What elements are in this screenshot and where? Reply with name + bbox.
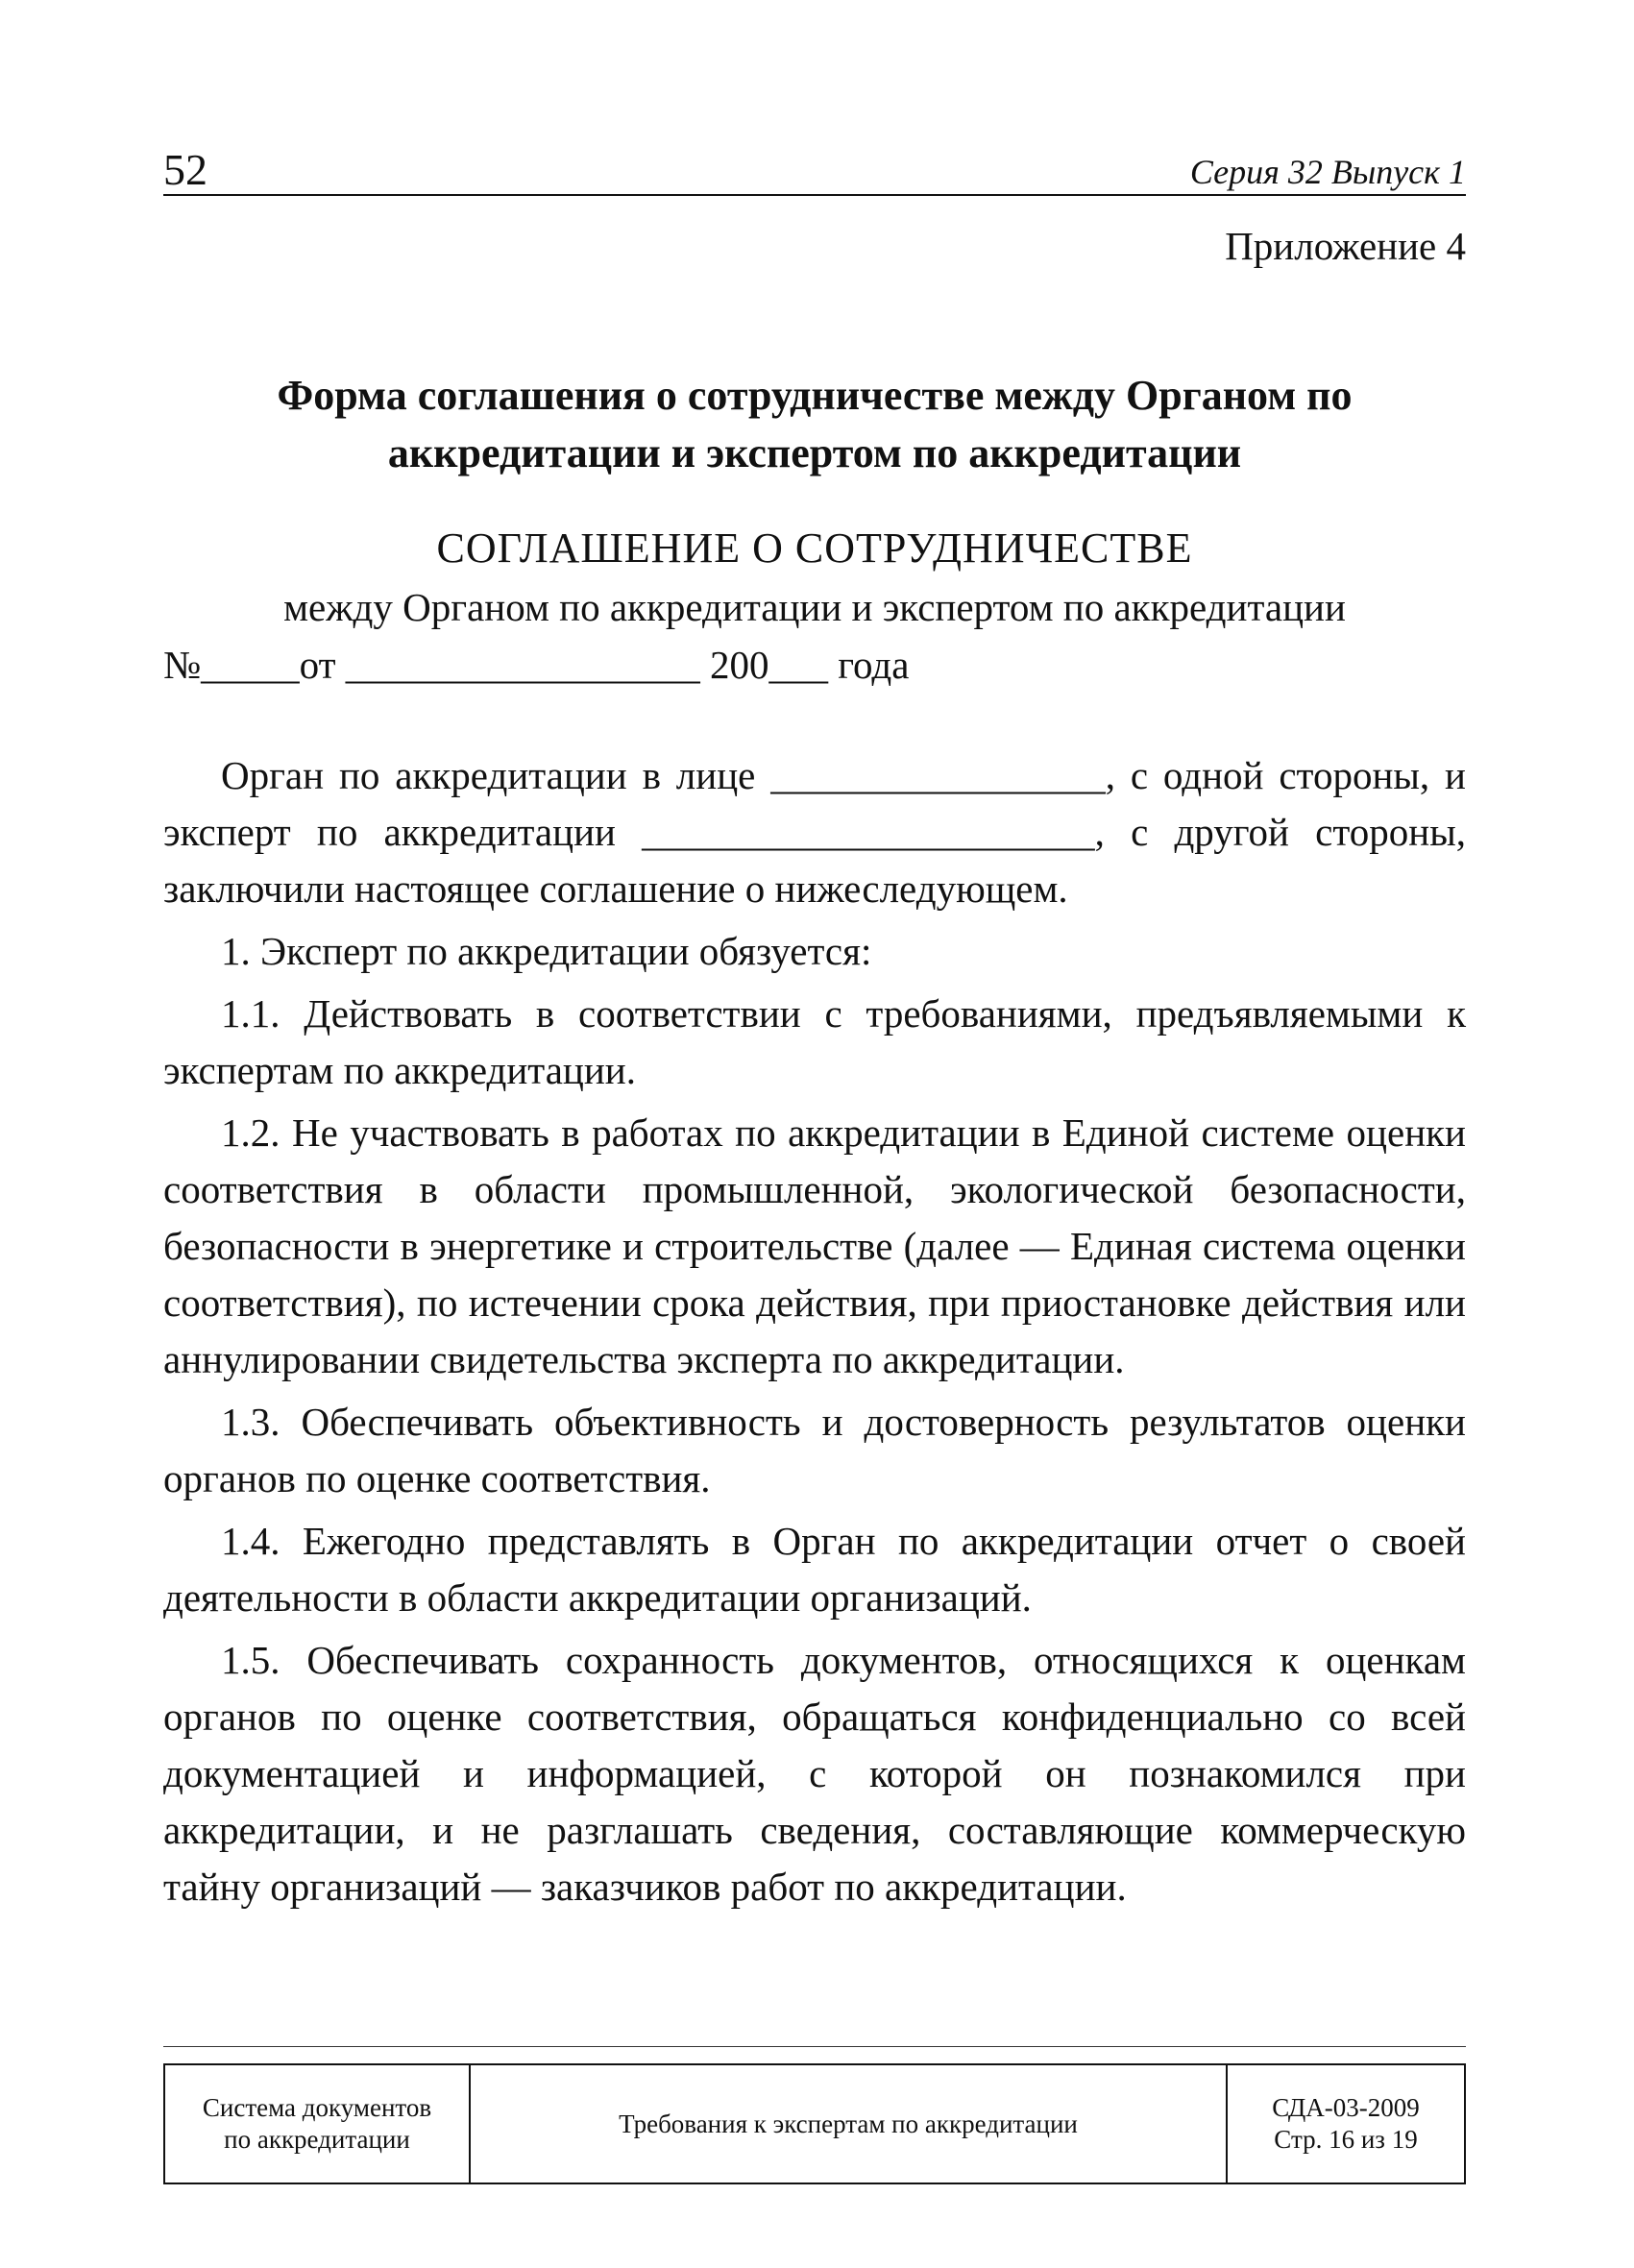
footer-table [163,2063,1466,2184]
footer-rule [163,2046,1466,2047]
paragraph-1-4: 1.4. Ежегодно представлять в Орган по аккредитации отчет о своей деятельности в области аккредитации организаций. [163,1519,1466,1620]
footer-page-label: Стр. 16 из 19 [1274,2125,1418,2154]
paragraph-1: 1. Эксперт по аккредитации обязуется: [221,929,872,973]
body-text [163,747,1466,1921]
header-rule [163,194,1466,196]
footer-system-line2: по аккредитации [224,2125,410,2154]
paragraph-1-3: 1.3. Обеспечивать объективность и достоверность результатов оценки органов по оценке соответствия. [163,1400,1466,1500]
page-number: 52 [163,145,207,194]
footer-system-line1: Система документов [202,2093,432,2122]
paragraph-1-5: 1.5. Обеспечивать сохранность документов, относящихся к оценкам органов по оценке соответствия, обращаться конфиденциально со всей документацией и информацией, с которой он познакомился при аккредитации, и не разглашать сведения, составляющие коммерческую тайну организаций — заказчиков работ по аккредитации. [163,1638,1466,1909]
agreement-subtitle: между Органом по аккредитации и экспертом по аккредитации [283,585,1346,629]
paragraph-1-1: 1.1. Действовать в соответствии с требованиями, предъявляемыми к экспертам по аккредитации. [163,991,1466,1092]
paragraph-intro: Орган по аккредитации в лице _________________, с одной стороны, и эксперт по аккредитации _______________________, с другой стороны, заключили настоящее соглашение о нижеследующем. [163,753,1466,911]
footer-code-cell [1227,2064,1465,2183]
agreement-number-line: №_____от __________________ 200___ года [163,643,910,687]
appendix-label: Приложение 4 [1225,224,1466,268]
agreement-title: СОГЛАШЕНИЕ О СОТРУДНИЧЕСТВЕ [436,524,1193,572]
footer-doc-title: Требования к экспертам по аккредитации [470,2064,1227,2183]
series-label: Серия 32 Выпуск 1 [1189,153,1466,191]
form-title: Форма соглашения о сотрудничестве между Органом по аккредитации и экспертом по аккредитации [277,372,1353,476]
paragraph-1-2: 1.2. Не участвовать в работах по аккредитации в Единой системе оценки соответствия в области промышленной, экологической безопасности, безопасности в энергетике и строительстве (далее — Единая система оценки соответствия), по истечении срока действия, при приостановке действия или аннулировании свидетельства эксперта по аккредитации. [163,1110,1466,1381]
footer-doc-code: СДА-03-2009 [1272,2093,1420,2122]
footer-system-cell [164,2064,470,2183]
